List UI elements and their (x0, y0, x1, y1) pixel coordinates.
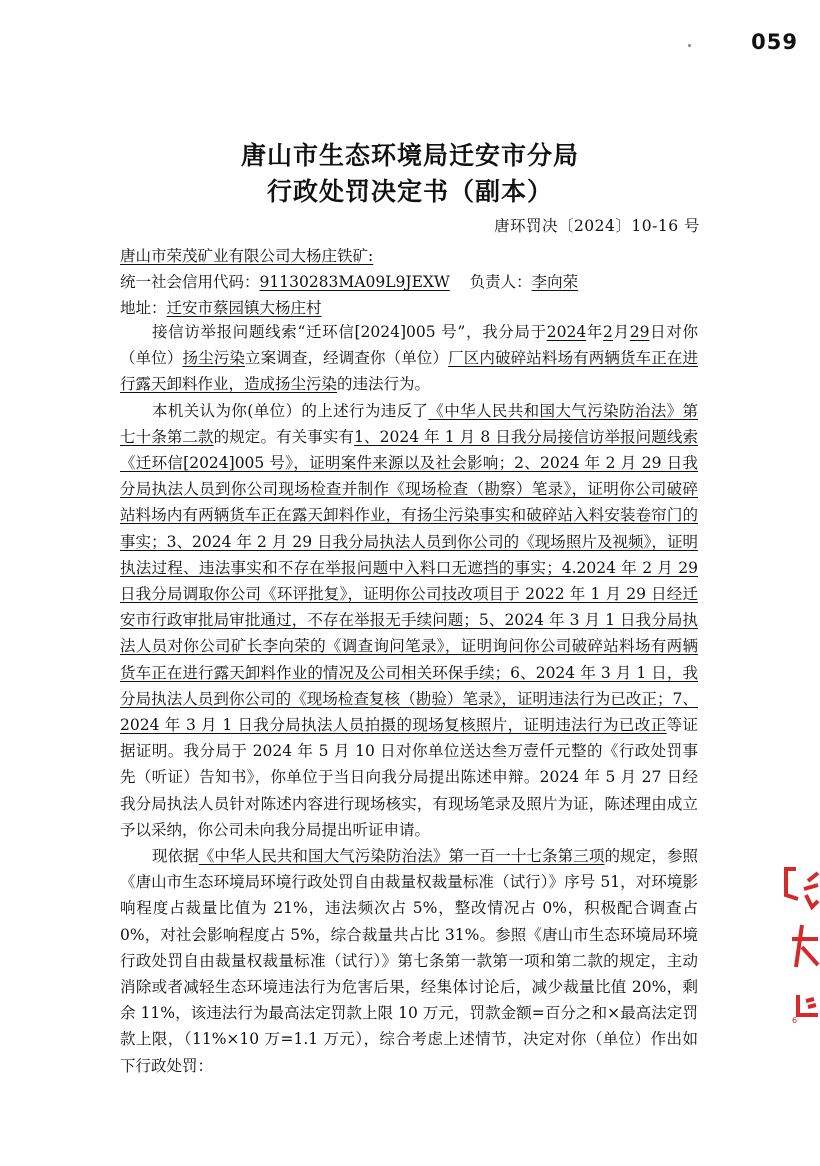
p3-text-a: 现依据 (152, 847, 199, 866)
p1-text-c: 月 (612, 323, 630, 341)
seal-stamp-icon (768, 855, 820, 1025)
title-line-1: 唐山市生态环境局迁安市分局 (240, 141, 579, 170)
address-label: 地址： (120, 299, 167, 317)
page-number: 059 (751, 30, 798, 54)
p2-text-c: 等证据证明。我分局于 2024 年 5 月 10 日对你单位送达叁万壹仟元整的《行政处罚事先（听证）告知书》，你单位于当日向我分局提出陈述申辩。2024 年 5 月 27 日经我分局执法人员针对陈述内容进行现场核实，有现场笔录及照片为证，陈述理由成立予以采纳，你公司未向我分局提出听证申请。 (120, 716, 698, 839)
scan-speck (688, 44, 691, 47)
person-value: 李向荣 (531, 273, 579, 291)
p1-text-a: 接信访举报问题线索“迁环信[2024]005 号”，我分局于 (152, 323, 547, 341)
party-name: 唐山市荣茂矿业有限公司大杨庄铁矿: (120, 247, 374, 265)
p2-text-a: 本机关认为你(单位）的上述行为违反了 (152, 401, 429, 420)
title-line-2: 行政处罚决定书（副本） (266, 177, 553, 206)
seal-stamp-fragment (786, 869, 818, 1015)
credit-code-label: 统一社会信用代码： (120, 273, 260, 291)
p1-text-f: 的违法行为。 (337, 375, 431, 394)
paragraph-2 (120, 398, 698, 843)
p2-law-citation: 《中华人民共和国大气污染防治法》第七十条第二款 (120, 401, 698, 446)
p1-text-e: 立案调查，经调查你（单位） (245, 349, 449, 368)
p3-text-b: 的规定，参照《唐山市生态环境局环境行政处罚自由裁量权裁量标准（试行）》序号 51，对环境影响程度占裁量比值为 21%，违法频次占 5%，整改情况占 0%，积极配合调查占 0%，对社会影响程度占 5%，综合裁量共占比 31%。参照《唐山市生态环境局环境行政处罚自由裁量权裁量标准（试行）》第七条第一款第一项和第二款的规定，主动消除或者减轻生态环境违法行为危害后果，经集体讨论后，减少裁量比值 20%，剩余 11%，该违法行为最高法定罚款上限 10 万元，罚款金额=百分之和×最高法定罚款上限，（11%×10 万=1.1 万元），综合考虑上述情节，决定对你（单位）作出如下行政处罚： (120, 847, 698, 1075)
decision-body (120, 319, 698, 1079)
p1-violation-fact: 厂区内破碎站料场有两辆货车正在进行露天卸料作业，造成扬尘污染 (120, 349, 698, 394)
svg-text:6: 6 (792, 1016, 798, 1025)
p2-evidence-list: 1、2024 年 1 月 8 日我分局接信访举报问题线索《迁环信[2024]005 号》，证明案件来源以及社会影响；2、2024 年 2 月 29 日我分局执法人员到你公司现场检查并制作《现场检查（勘察）笔录》，证明你公司破碎站料场内有两辆货车正在露天卸料作业，有扬尘污染事实和破碎站入料安装卷帘门的事实；3、2024 年 2 月 29 日我分局执法人员到你公司的《现场照片及视频》，证明执法过程、违法事实和不存在举报问题中入料口无遮挡的事实；4.2024 年 2 月 29 日我分局调取你公司《环评批复》，证明你公司技改项目于 2022 年 1 月 29 日经迁安市行政审批局审批通过，不存在举报无手续问题；5、2024 年 3 月 1 日我分局执法人员对你公司矿长李向荣的《调查询问笔录》，证明询问你公司破碎站料场有两辆货车正在进行露天卸料作业的情况及公司相关环保手续；6、2024 年 3 月 1 日，我分局执法人员到你公司的《现场检查复核（勘验）笔录》，证明违法行为已改正；7、2024 年 3 月 1 日我分局执法人员拍摄的现场复核照片，证明违法行为已改正 (120, 427, 698, 735)
p1-text-d: 日对你（单位） (120, 323, 698, 368)
credit-code-value: 91130283MA09L9JEXW (259, 273, 450, 291)
person-label: 负责人： (469, 273, 532, 291)
p1-month: 2 (603, 323, 613, 341)
p1-year: 2024 (546, 323, 587, 341)
p1-text-b: 年 (586, 323, 604, 341)
document-number: 唐环罚决〔2024〕10-16 号 (493, 217, 700, 235)
address-value: 迁安市蔡园镇大杨庄村 (166, 299, 322, 317)
p3-law-citation: 《中华人民共和国大气污染防治法》第一百一十七条第三项 (198, 847, 605, 866)
p1-case-type: 扬尘污染 (182, 349, 245, 368)
p2-text-b: 的规定。有关事实有 (213, 427, 355, 446)
credit-code-row (120, 270, 578, 292)
paragraph-1 (120, 319, 698, 398)
p1-day: 29 (629, 323, 650, 341)
paragraph-3 (120, 843, 698, 1079)
address-row (120, 296, 322, 318)
